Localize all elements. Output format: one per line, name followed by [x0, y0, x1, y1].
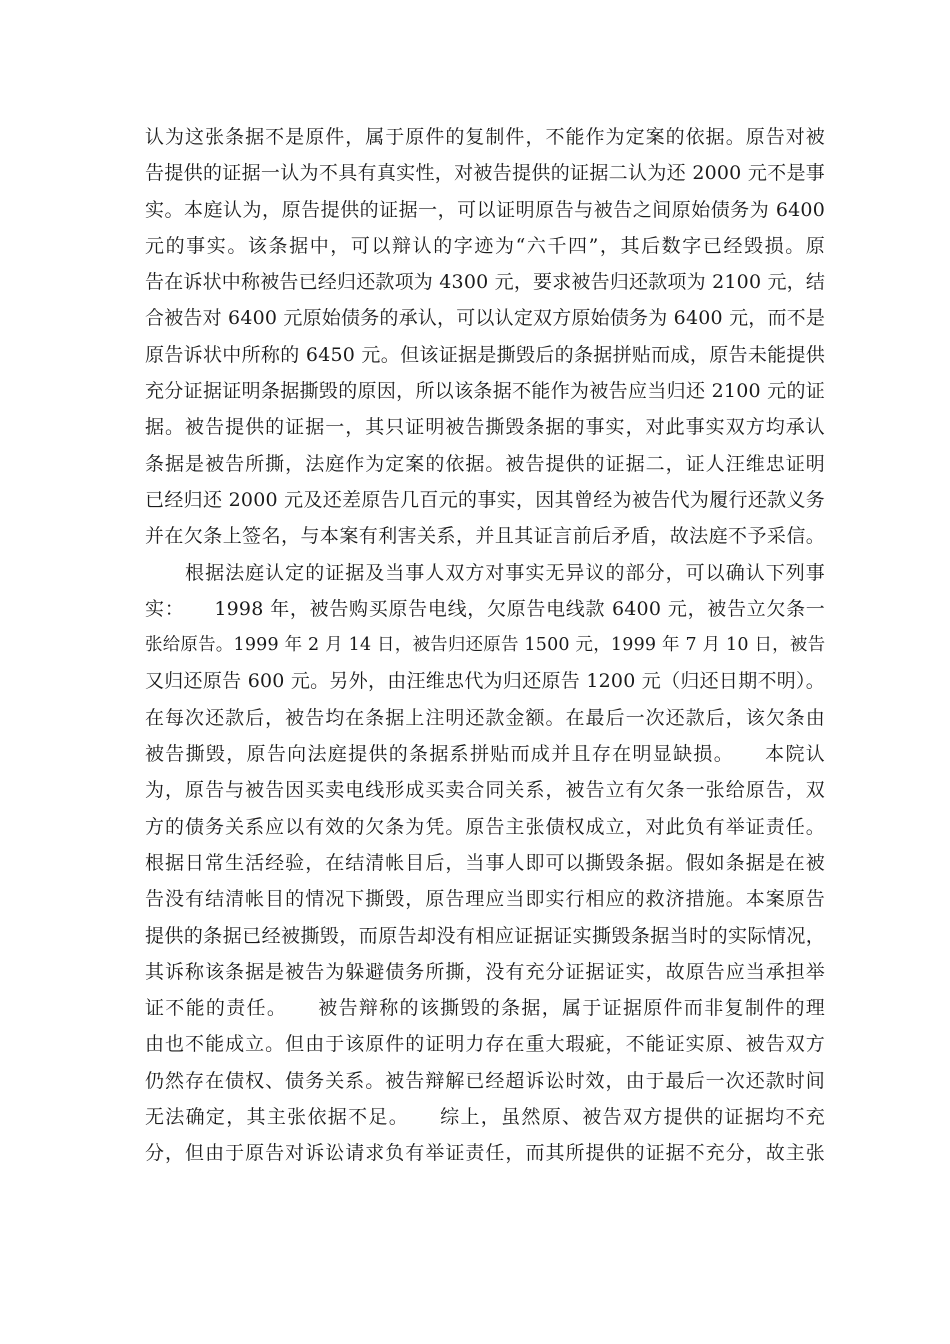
text-line: 已经归还 2000 元及还差原告几百元的事实，因其曾经为被告代为履行还款义务: [145, 488, 825, 511]
text-line: 根据日常生活经验，在结清帐目后，当事人即可以撕毁条据。假如条据是在被: [145, 851, 825, 874]
text-line: 合被告对 6400 元原始债务的承认，可以认定双方原始债务为 6400 元，而不是: [145, 307, 826, 330]
text-line: 又归还原告 600 元。另外，由汪维忠代为归还原告 1200 元（归还日期不明）。: [145, 670, 825, 693]
text-line: 方的债务关系应以有效的欠条为凭。原告主张债权成立，对此负有举证责任。: [145, 815, 825, 838]
text-line: 并在欠条上签名，与本案有利害关系，并且其证言前后矛盾，故法庭不予采信。: [145, 525, 825, 548]
text-line: 告提供的证据一认为不具有真实性，对被告提供的证据二认为还 2000 元不是事: [145, 162, 825, 185]
text-line: 证不能的责任。 被告辩称的该撕毁的条据，属于证据原件而非复制件的理: [145, 997, 825, 1020]
text-line: 由也不能成立。但由于该原件的证明力存在重大瑕疵，不能证实原、被告双方: [145, 1033, 825, 1056]
text-line: 据。被告提供的证据一，其只证明被告撕毁条据的事实，对此事实双方均承认: [145, 416, 825, 439]
text-line: 实。本庭认为，原告提供的证据一，可以证明原告与被告之间原始债务为 6400: [145, 198, 825, 221]
text-line: 为，原告与被告因买卖电线形成买卖合同关系，被告立有欠条一张给原告，双: [145, 779, 825, 802]
text-line: 在每次还款后，被告均在条据上注明还款金额。在最后一次还款后，该欠条由: [145, 706, 825, 729]
text-line: 条据是被告所撕，法庭作为定案的依据。被告提供的证据二，证人汪维忠证明: [145, 452, 825, 475]
text-line: 根据法庭认定的证据及当事人双方对事实无异议的部分，可以确认下列事: [145, 561, 825, 584]
body-text: [145, 119, 825, 1172]
text-line: 原告诉状中所称的 6450 元。但该证据是撕毁后的条据拼贴而成，原告未能提供: [145, 343, 825, 366]
text-line: 分，但由于原告对诉讼请求负有举证责任，而其所提供的证据不充分，故主张: [145, 1142, 825, 1165]
text-line: 告没有结清帐目的情况下撕毁，原告理应当即实行相应的救济措施。本案原告: [145, 888, 825, 911]
text-line: 认为这张条据不是原件，属于原件的复制件，不能作为定案的依据。原告对被: [145, 126, 825, 148]
text-line: 告在诉状中称被告已经归还款项为 4300 元，要求被告归还款项为 2100 元，结: [145, 271, 826, 294]
text-line: 张给原告。1999 年 2 月 14 日，被告归还原告 1500 元，1999 年 7 月 10 日，被告: [145, 635, 826, 656]
text-line: 被告撕毁，原告向法庭提供的条据系拼贴而成并且存在明显缺损。 本院认: [145, 743, 825, 766]
text-line: 仍然存在债权、债务关系。被告辩解已经超诉讼时效，由于最后一次还款时间: [145, 1069, 825, 1092]
text-line: 其诉称该条据是被告为躲避债务所撕，没有充分证据证实，故原告应当承担举: [145, 960, 825, 983]
text-line: 实： 1998 年，被告购买原告电线，欠原告电线款 6400 元，被告立欠条一: [145, 597, 825, 620]
text-line: 提供的条据已经被撕毁，而原告却没有相应证据证实撕毁条据当时的实际情况，: [145, 924, 825, 947]
text-line: 无法确定，其主张依据不足。 综上，虽然原、被告双方提供的证据均不充: [145, 1106, 825, 1129]
text-line: 充分证据证明条据撕毁的原因，所以该条据不能作为被告应当归还 2100 元的证: [145, 380, 825, 403]
text-line: 元的事实。该条据中，可以辩认的字迹为“六千四”，其后数字已经毁损。原: [145, 234, 825, 257]
